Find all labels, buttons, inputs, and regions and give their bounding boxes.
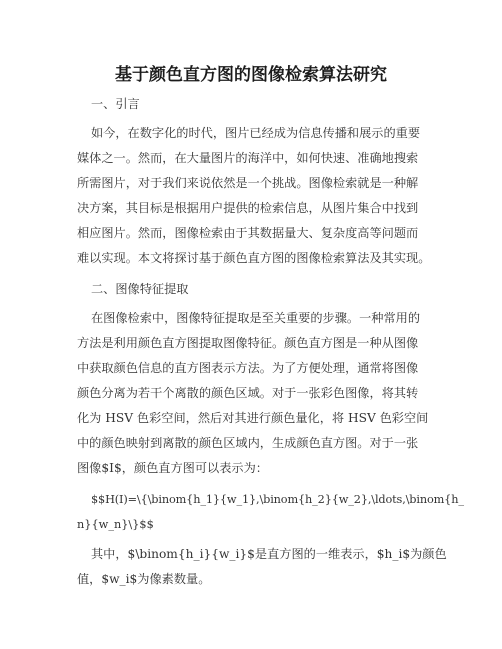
section-heading-introduction: 一、引言 [91, 97, 140, 111]
formula-line: $$H(I)=\{\binom{h_1}{w_1},\binom{h_2}{w_2},\ldots,\binom{h_ [91, 493, 464, 506]
document-title: 基于颜色直方图的图像检索算法研究 [115, 65, 387, 85]
paragraph-line: 中获取颜色信息的直方图表示方法。为了方便处理，通常将图像 [77, 361, 419, 375]
paragraph-line: 所需图片，对于我们来说依然是一个挑战。图像检索就是一种解 [77, 176, 419, 190]
paragraph-line: 决方案，其目标是根据用户提供的检索信息，从图片集合中找到 [77, 201, 419, 215]
paragraph-line: 化为 HSV 色彩空间，然后对其进行颜色量化，将 HSV 色彩空间 [77, 411, 429, 425]
paragraph-line: 值，$w_i$为像素数量。 [77, 572, 211, 586]
paragraph-line: 媒体之一。然而，在大量图片的海洋中，如何快速、准确地搜索 [77, 151, 419, 165]
paragraph-line: 其中，$\binom{h_i}{w_i}$是直方图的一维表示，$h_i$为颜色 [91, 547, 447, 561]
section-heading-feature-extraction: 二、图像特征提取 [91, 282, 189, 296]
formula-line: n}{w_n}\}$$ [77, 518, 154, 531]
paragraph-line: 如今，在数字化的时代，图片已经成为信息传播和展示的重要 [91, 126, 421, 140]
paragraph-line: 相应图片。然而，图像检索由于其数据量大、复杂度高等问题而 [77, 226, 419, 240]
paragraph-line: 难以实现。本文将探讨基于颜色直方图的图像检索算法及其实现。 [77, 251, 431, 265]
paragraph-line: 图像$I$，颜色直方图可以表示为： [77, 461, 268, 475]
paragraph-line: 方法是利用颜色直方图提取图像特征。颜色直方图是一种从图像 [77, 336, 419, 350]
paragraph-line: 中的颜色映射到离散的颜色区域内，生成颜色直方图。对于一张 [77, 436, 419, 450]
paragraph-line: 在图像检索中，图像特征提取是至关重要的步骤。一种常用的 [91, 311, 421, 325]
paragraph-line: 颜色分离为若干个离散的颜色区域。对于一张彩色图像，将其转 [77, 386, 419, 400]
